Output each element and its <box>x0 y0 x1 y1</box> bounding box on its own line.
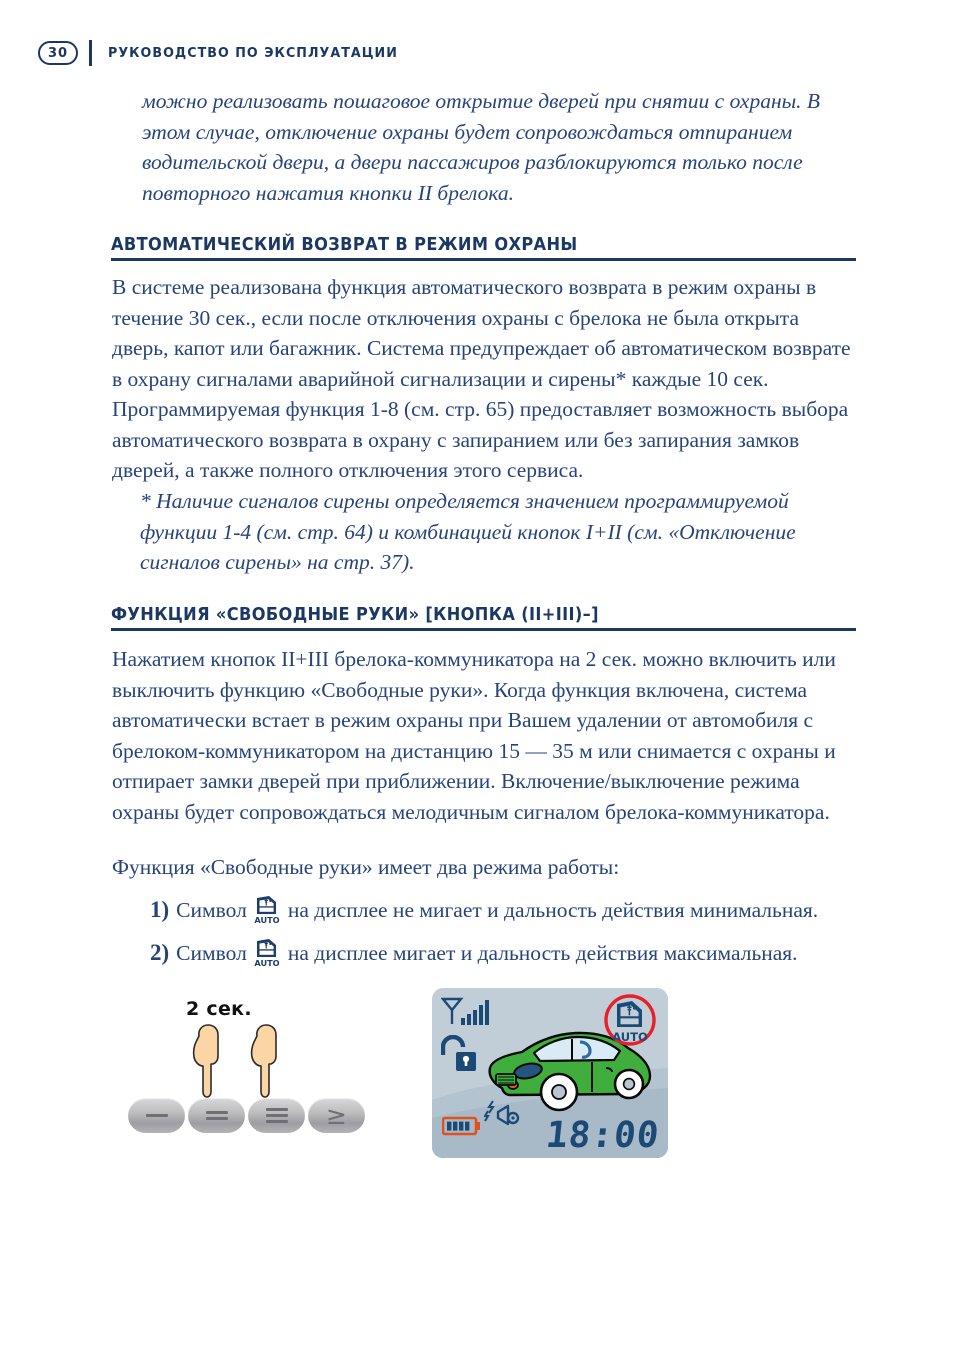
page-number-badge: 30 <box>38 41 78 65</box>
glyph-bar <box>206 1111 228 1114</box>
glyph-bar <box>266 1120 288 1123</box>
svg-text:AUTO: AUTO <box>254 958 280 968</box>
section1-footnote: * Наличие сигналов сирены определяется значением программируемой функции 1-4 (см. стр. 64) и комбинацией кнопок I+II (см. «Отключение сигналов сирены» на стр. 37). <box>140 489 796 574</box>
keyfob-button-row <box>128 1098 365 1133</box>
lcd-clock: 18:00 <box>543 1115 662 1156</box>
list-item-text-before: Символ <box>176 898 247 922</box>
section2-body: Нажатием кнопок II+III брелока-коммуникатора на 2 сек. можно включить или выключить функцию «Свободные руки». Когда функция включена, система автоматически встает в режим охраны при Вашем удалении от автомобиля с брелоком-коммуникатором на дистанцию 15 — 35 м или снимается с охраны и отпирает замки дверей при приближении. Включение/выключение режима охраны будет сопровождаться мелодичным сигналом брелока-коммуникатора. <box>112 647 836 824</box>
page-title: РУКОВОДСТВО ПО ЭКСПЛУАТАЦИИ <box>108 45 398 61</box>
list-item-text-after: на дисплее не мигает и дальность действия минимальная. <box>287 898 819 922</box>
duration-label: 2 сек. <box>186 998 252 1020</box>
keyfob-button-2[interactable] <box>188 1098 245 1133</box>
list-item <box>150 938 798 968</box>
svg-text:AUTO: AUTO <box>254 915 280 925</box>
section1-rule <box>111 258 856 261</box>
list-item-number: 1) <box>150 897 170 922</box>
keyfob-button-3[interactable] <box>248 1098 305 1133</box>
button-4-glyph: ≥ <box>326 1101 347 1130</box>
list-item-number: 2) <box>150 940 170 965</box>
glyph-bar <box>266 1108 288 1111</box>
lcd-display <box>432 988 668 1158</box>
section1-body: В системе реализована функция автоматического возврата в режим охраны в течение 30 сек., если после отключения охраны с брелока не была открыта дверь, капот или багажник. Система предупреждает об автоматическом возврате в охрану сигналами аварийной сигнализации и сирены* каждые 10 сек. Программируемая функция 1-8 (см. стр. 65) предоставляет возможность выбора автоматического возврата в охрану с запиранием или без запирания замков дверей, а также полного отключения этого сервиса. <box>112 275 851 482</box>
list-item-text-after: на дисплее мигает и дальность действия максимальная. <box>287 941 798 965</box>
keyfob-illustration <box>128 998 358 1143</box>
section-heading-free-hands <box>111 604 856 631</box>
keyfob-button-4[interactable] <box>308 1098 365 1133</box>
hand-pointer-icon <box>248 1022 282 1100</box>
auto-door-icon <box>254 895 281 925</box>
glyph-bar <box>266 1114 288 1117</box>
button-3-glyph <box>248 1098 305 1133</box>
glyph-bar <box>206 1117 228 1120</box>
section1-heading-text: АВТОМАТИЧЕСКИЙ ВОЗВРАТ В РЕЖИМ ОХРАНЫ <box>111 234 578 255</box>
section2-heading-text: ФУНКЦИЯ «СВОБОДНЫЕ РУКИ» [КНОПКА (II+III)–] <box>111 604 599 625</box>
svg-text:AUTO: AUTO <box>612 1030 648 1044</box>
battery-icon <box>442 1116 482 1136</box>
auto-door-icon <box>254 938 281 968</box>
section2-list-intro: Функция «Свободные руки» имеет два режима работы: <box>112 855 620 879</box>
list-item-text-before: Символ <box>176 941 247 965</box>
glyph-bar <box>146 1114 168 1117</box>
section2-rule <box>111 628 856 631</box>
button-2-glyph <box>188 1098 245 1133</box>
page-header <box>38 38 416 68</box>
button-1-glyph <box>128 1098 185 1133</box>
hand-pointer-icon <box>190 1022 224 1100</box>
section-heading-auto-rearm <box>111 234 856 261</box>
header-divider <box>89 40 92 66</box>
auto-door-icon-highlighted <box>600 994 660 1050</box>
intro-paragraph: можно реализовать пошаговое открытие дверей при снятии с охраны. В этом случае, отключение охраны будет сопровождаться отпиранием водительской двери, а двери пассажиров разблокируются только после повторного нажатия кнопки II брелока. <box>142 89 821 205</box>
list-item <box>150 895 818 925</box>
keyfob-button-1[interactable] <box>128 1098 185 1133</box>
unlocked-padlock-icon <box>441 1035 483 1073</box>
